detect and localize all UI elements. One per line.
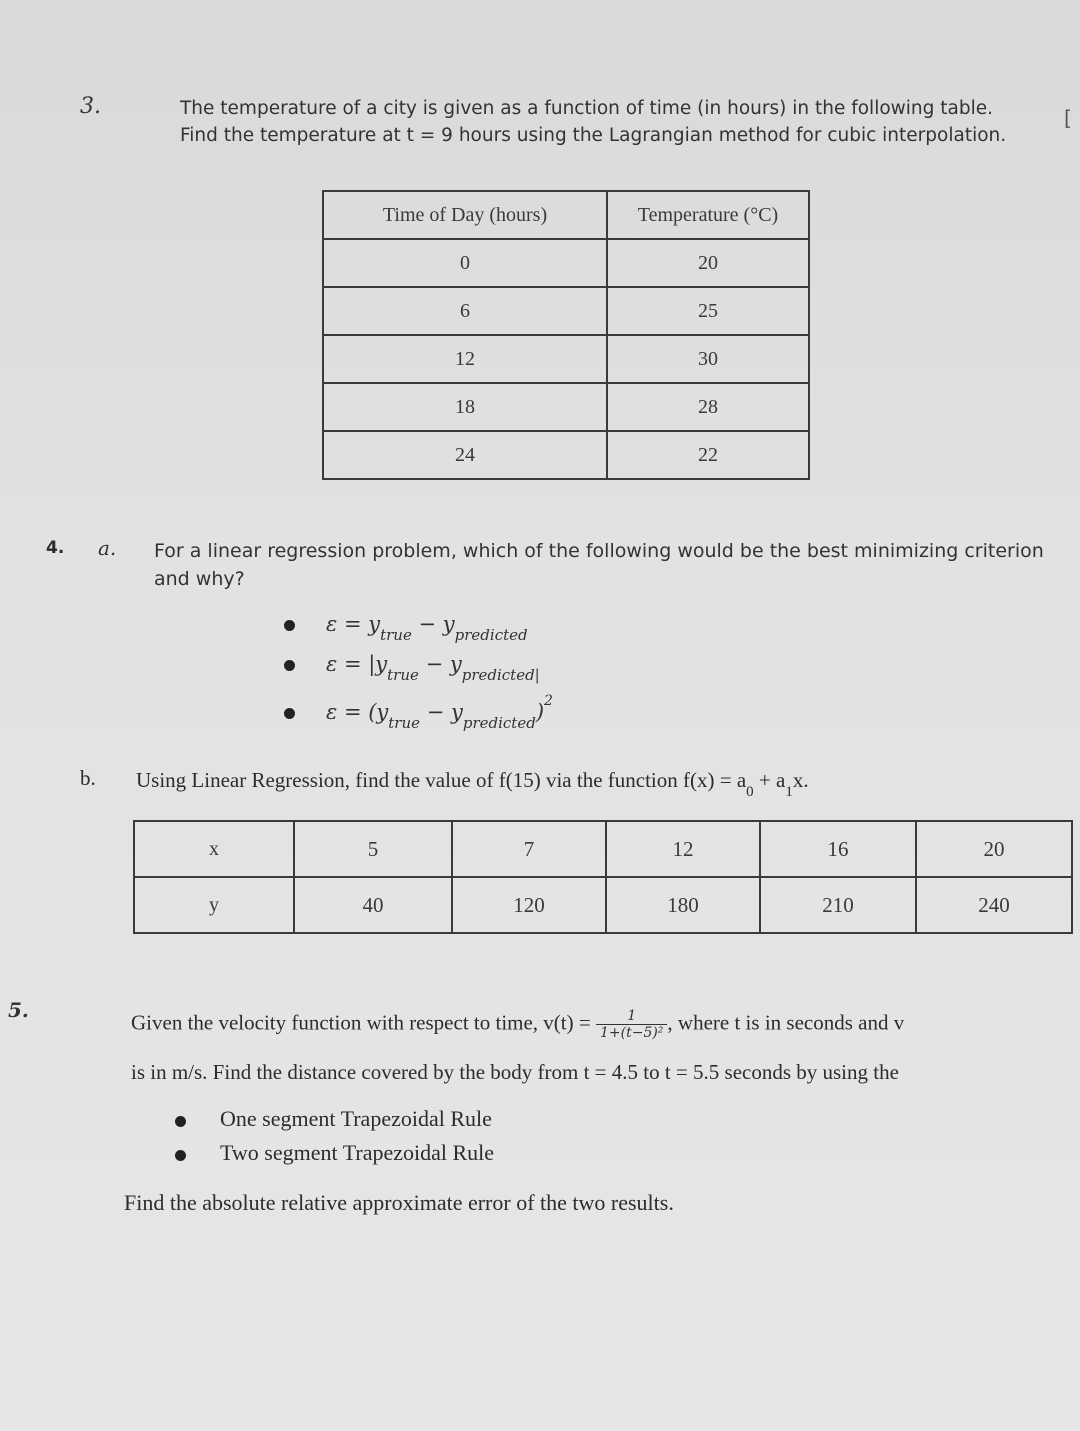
bullet-dot [175, 1116, 186, 1127]
criterion-option-2: $\varepsilon = |y_{true} - y_{predicted|}$ [326, 652, 540, 684]
q4-number: 4. [46, 538, 65, 558]
q4-part-b-text: Using Linear Regression, find the value of f(15) via the function $f(x) = a_0 + a_1x$. [136, 768, 809, 800]
regression-table [133, 820, 1073, 934]
bullet-dot [175, 1150, 186, 1161]
table-header: Time of Day (hours) [323, 191, 607, 239]
table-row: 0 20 [323, 239, 809, 287]
table-row: 24 22 [323, 431, 809, 479]
bullet-dot [284, 660, 295, 671]
table-row: 12 30 [323, 335, 809, 383]
q3-text: The temperature of a city is given as a function of time (in hours) in the following table. Find the temperature at t = 9 hours using the Lagrangian method for cubic interpolation. [180, 98, 1007, 146]
table-row: y 40 120 180 210 240 [134, 877, 1072, 933]
q5-bullet-two-segment: Two segment Trapezoidal Rule [220, 1140, 495, 1165]
q5-line-2: is in m/s. Find the distance covered by the body from t = 4.5 to t = 5.5 seconds by using the [131, 1060, 899, 1084]
bullet-dot [284, 620, 295, 631]
table-header: Temperature (°C) [607, 191, 809, 239]
q4-part-b-label: b. [80, 766, 96, 790]
q5-bullet-one-segment: One segment Trapezoidal Rule [220, 1106, 492, 1131]
q5-final-instruction: Find the absolute relative approximate error of the two results. [124, 1190, 674, 1215]
q5-number: 5. [8, 998, 29, 1022]
temperature-table [322, 190, 810, 480]
q3-tick-mark: 3. [80, 94, 101, 119]
table-row: x 5 7 12 16 20 [134, 821, 1072, 877]
velocity-fraction: $\frac{1}{\text{1+(t−5)²}}$ [596, 1008, 667, 1041]
table-row: 6 25 [323, 287, 809, 335]
bullet-dot [284, 708, 295, 719]
criterion-option-1: $\varepsilon = y_{true} - y_{predicted}$ [326, 612, 528, 644]
q4-text: For a linear regression problem, which of the following would be the best minimizing criterion and why? [154, 540, 1044, 590]
criterion-option-3: $\varepsilon = (y_{true} - y_{predicted})^2$ [326, 693, 553, 732]
q3-marks-bracket: [ [1064, 106, 1072, 130]
q4-part-a-mark: a. [98, 536, 117, 560]
table-row: 18 28 [323, 383, 809, 431]
q5-line-1: Given the velocity function with respect to time, v(t) = $\frac{1}{\text{1+(t−5)²}}$ , where t is in seconds and v [131, 1008, 905, 1041]
